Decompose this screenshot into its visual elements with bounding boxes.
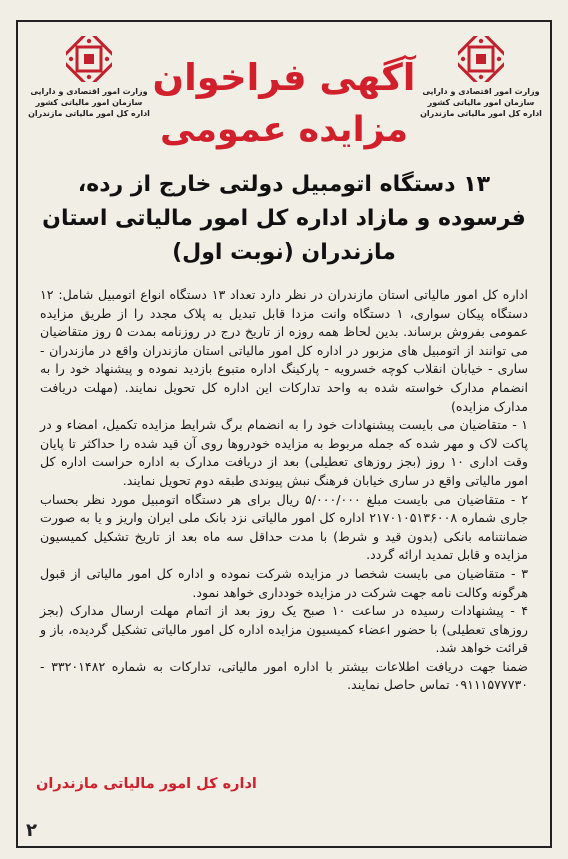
subtitle-line-1: ۱۳ دستگاه اتومبیل دولتی خارج از رده، (77, 172, 491, 197)
org-header-right (416, 36, 546, 119)
intro-paragraph: اداره کل امور مالیاتی استان مازندران در نظر دارد تعداد ۱۳ دستگاه انواع اتومبیل شامل: ۱۲ دستگاه پیکان سواری، ۱ دستگاه وانت مزدا قابل تبدیل به پلاک مجدد را از طریق مزایده عمومی بفروش برساند. بدین لحاظ همه روزه از تاریخ درج در روزنامه بمدت ۵ روز متقاضیان می توانند از اتومبیل های مزبور در اداره کل امور مالیاتی استان مازندران واقع در مازندران - ساری - خیابان انقلاب کوچه خسرویه - پارکینگ اداره متبوع بازدید نموده و پیشنهاد خود را به انضمام مدارک خواسته شده به واحد تدارکات این اداره کل تحویل نمایند. (مهلت دریافت مدارک مزایده) (40, 287, 529, 414)
subtitle-line-2: فرسوده و مازاد اداره کل امور مالیاتی استان (42, 206, 526, 231)
org-line-1: وزارت امور اقتصادی و دارایی (30, 87, 148, 96)
page-number: ۲ (26, 820, 37, 841)
contact-paragraph: ضمنا جهت دریافت اطلاعات بیشتر با اداره امور مالیاتی، تدارکات به شماره ۳۳۲۰۱۴۸۲ - ۰۹۱۱۱۵۷۷۷۳۰ تماس حاصل نمایند. (40, 658, 528, 693)
org-header-left (24, 36, 154, 119)
tax-org-logo-icon (458, 36, 504, 82)
subtitle (40, 168, 528, 270)
org-line-2: سازمان امور مالیاتی کشور (35, 98, 143, 107)
org-line-3: اداره کل امور مالیاتی مازندران (28, 109, 150, 118)
subtitle-line-3: مازندران (نوبت اول) (172, 240, 396, 265)
tax-org-logo-icon (66, 36, 112, 82)
condition-item-3: ۳ - متقاضیان می بایست شخصا در مزایده شرکت نموده و اداره کل امور مالیاتی از قبول هرگونه وکالت نامه جهت شرکت در مزایده خودداری خواهد نمود. (40, 565, 528, 600)
title-line-2: مزایده عمومی (159, 110, 409, 150)
condition-item-4: ۴ - پیشنهادات رسیده در ساعت ۱۰ صبح یک روز بعد از اتمام مهلت ارسال مدارک (بجز روزهای تعطیلی) با حضور اعضاء کمیسیون مزایده اداره کل امور مالیاتی تشکیل گردیده، باز و قرائت خواهد شد. (40, 603, 528, 656)
condition-item-1: ۱ - متقاضیان می بایست پیشنهادات خود را به انضمام برگ شرایط مزایده تکمیل، امضاء و در پاکت لاک و مهر شده که جمله مربوط به مزایده خودروها روی آن قید شده را حداکثر تا پایان وقت اداری ۱۰ روز (بجز روزهای تعطیلی) بعد از دریافت مدارک به اداره حراست اداره کل امور مالیاتی واقع در ساری خیابان فرهنگ نبش پیوندی طبقه دوم تحویل نمایند. (40, 417, 528, 488)
org-line-2: سازمان امور مالیاتی کشور (427, 98, 535, 107)
ad-body (40, 286, 528, 695)
org-line-3: اداره کل امور مالیاتی مازندران (420, 109, 542, 118)
footer-department: اداره کل امور مالیاتی مازندران (36, 776, 257, 792)
org-line-1: وزارت امور اقتصادی و دارایی (422, 87, 540, 96)
title-line-1: آگهی فراخوان (152, 56, 416, 99)
condition-item-2: ۲ - متقاضیان می بایست مبلغ ۵/۰۰۰/۰۰۰ ریال برای هر دستگاه اتومبیل مورد نظر بحساب جاری شماره ۲۱۷۰۱۰۵۱۳۶۰۰۸ اداره کل امور مالیاتی نزد بانک ملی ایران واریز و یا به صورت ضمانتنامه بانکی (بدون قید و شرط) با مدت حداقل سه ماه بعد از تاریخ تشکیل کمیسیون مزایده و قابل تمدید ارائه گردد. (40, 491, 528, 563)
